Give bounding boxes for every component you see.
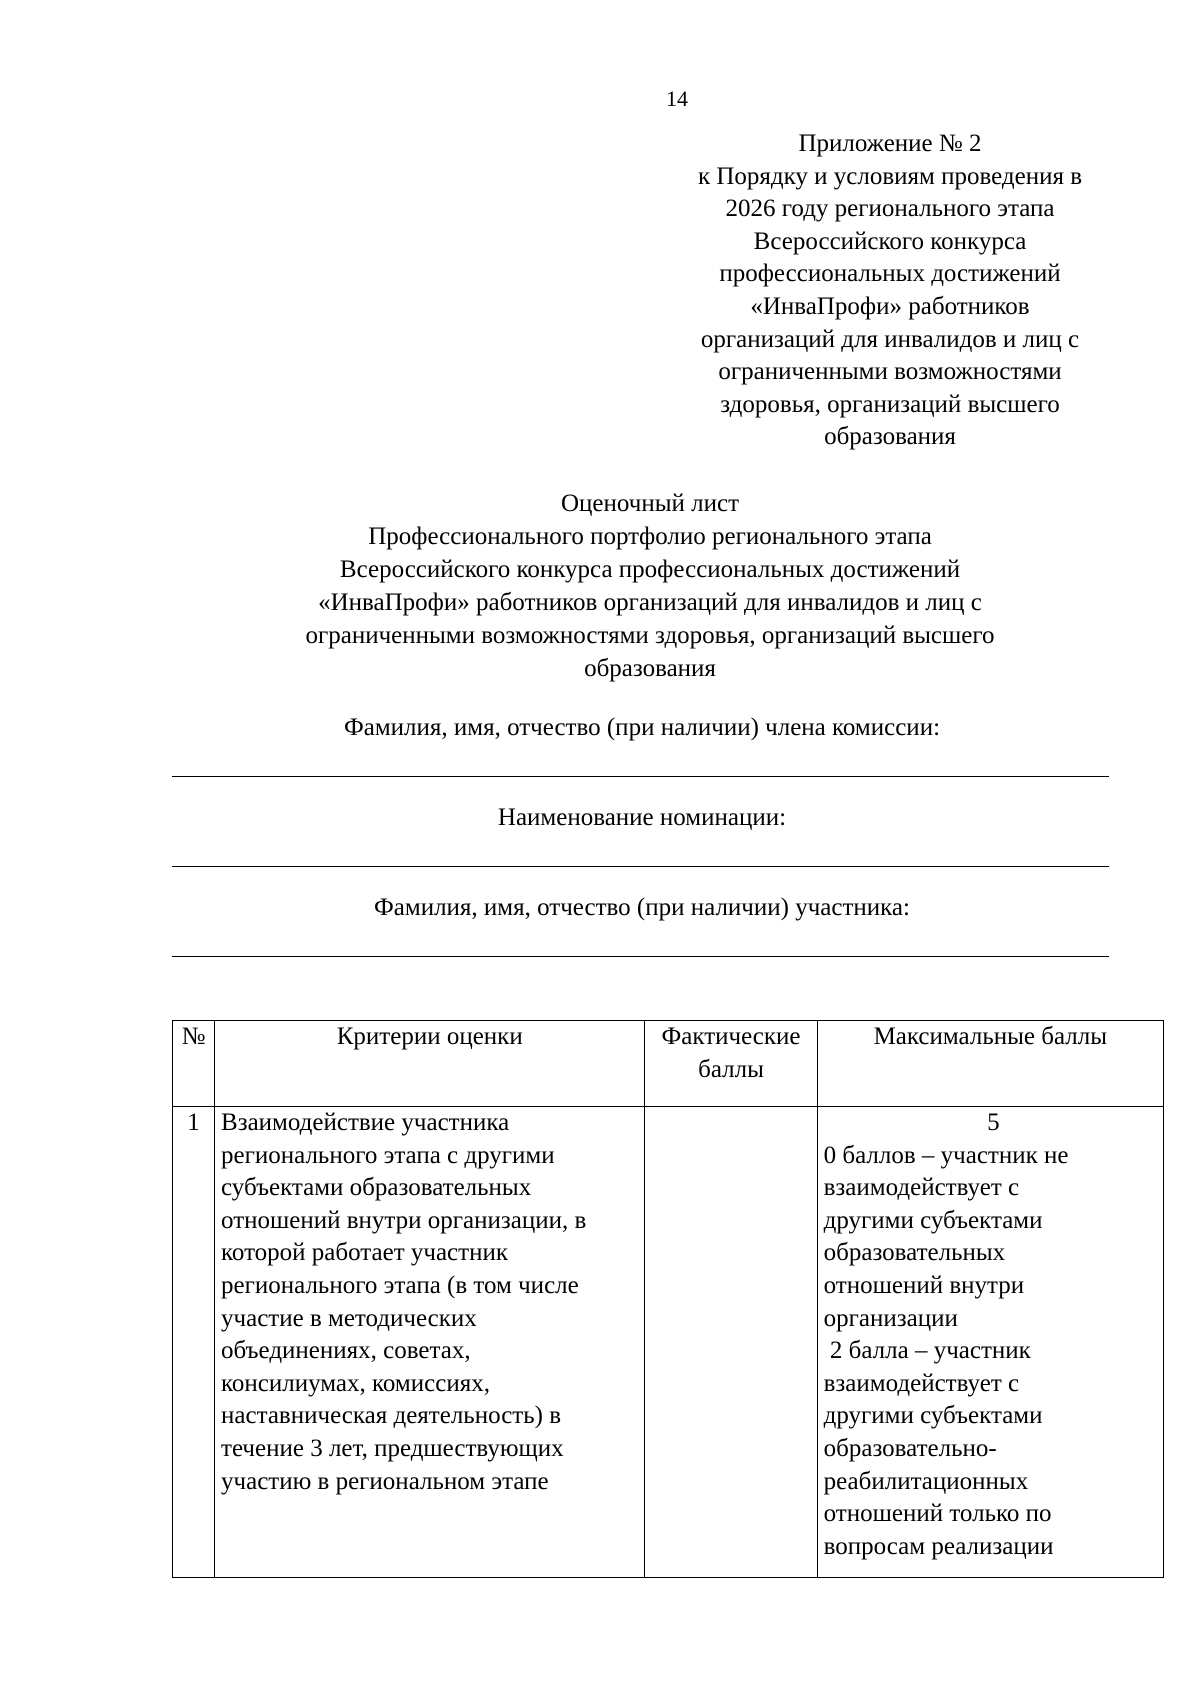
appendix-line: «ИнваПрофи» работников: [750, 292, 1030, 320]
criteria-line: участию в региональном этапе: [221, 1467, 549, 1495]
commission-member-label: Фамилия, имя, отчество (при наличии) члена комиссии:: [343, 714, 941, 741]
header-max-score: Максимальные баллы: [817, 1021, 1163, 1107]
criteria-line: отношений внутри организации, в: [221, 1206, 587, 1234]
header-actual-line: баллы: [698, 1055, 764, 1083]
max-score-line: другими субъектами: [823, 1402, 1043, 1430]
nomination-label: Наименование номинации:: [497, 804, 787, 831]
table-header-row: [173, 1021, 1164, 1107]
criteria-line: регионального этапа с другими: [221, 1141, 555, 1169]
max-score-line: взаимодействует с: [823, 1369, 1020, 1397]
participant-input-line[interactable]: [172, 956, 1109, 957]
criteria-line: участие в методических: [221, 1304, 477, 1332]
page-number: 14: [666, 86, 688, 111]
commission-member-input-line[interactable]: [172, 776, 1109, 777]
header-actual-line: Фактические: [661, 1023, 801, 1050]
criteria-line: регионального этапа (в том числе: [221, 1271, 579, 1299]
header-criteria: Критерии оценки: [215, 1021, 645, 1107]
appendix-line: образования: [824, 423, 956, 451]
title-line: образования: [584, 655, 716, 682]
header-number: №: [173, 1021, 215, 1107]
max-score-line: вопросам реализации: [823, 1532, 1054, 1560]
header-actual-score: [645, 1021, 817, 1107]
appendix-line: к Порядку и условиям проведения в: [697, 162, 1083, 190]
participant-label: Фамилия, имя, отчество (при наличии) участника:: [374, 894, 910, 921]
appendix-line: организаций для инвалидов и лиц с: [700, 325, 1080, 353]
criteria-line: объединениях, советах,: [221, 1337, 471, 1365]
document-title: [230, 487, 1070, 685]
nomination-input-line[interactable]: [172, 866, 1109, 867]
appendix-header: [670, 128, 1110, 454]
appendix-line: профессиональных достижений: [719, 260, 1061, 288]
criteria-line: течение 3 лет, предшествующих: [221, 1434, 564, 1462]
max-score-line: реабилитационных: [823, 1467, 1029, 1495]
max-score-line: 0 баллов – участник не: [823, 1141, 1069, 1169]
appendix-line: Приложение № 2: [798, 130, 982, 157]
max-score-cell: [817, 1107, 1163, 1578]
title-line: Оценочный лист: [560, 490, 739, 517]
appendix-line: ограниченными возможностями: [718, 358, 1062, 386]
max-score-line: 2 балла – участник: [823, 1337, 1031, 1365]
max-score-line: образовательных: [823, 1239, 1006, 1267]
criteria-line: субъектами образовательных: [221, 1174, 532, 1202]
appendix-line: 2026 году регионального этапа: [725, 195, 1055, 223]
table-row: [173, 1107, 1164, 1578]
criteria-line: Взаимодействие участника: [221, 1109, 510, 1136]
row-number: 1: [173, 1107, 215, 1578]
max-score-line: взаимодействует с: [823, 1174, 1020, 1202]
max-score-value: 5: [987, 1109, 1000, 1136]
title-line: Всероссийского конкурса профессиональных достижений: [339, 556, 961, 583]
criteria-cell: [215, 1107, 645, 1578]
title-line: ограниченными возможностями здоровья, организаций высшего: [305, 622, 995, 649]
title-line: «ИнваПрофи» работников организаций для инвалидов и лиц с: [318, 589, 982, 616]
max-score-line: организации: [823, 1304, 958, 1332]
title-line: Профессионального портфолио регионального этапа: [368, 523, 932, 550]
actual-score-cell[interactable]: [645, 1107, 817, 1578]
max-score-line: образовательно-: [823, 1434, 997, 1462]
max-score-line: отношений внутри: [823, 1271, 1025, 1299]
criteria-table: [172, 1020, 1164, 1578]
criteria-line: консилиумах, комиссиях,: [221, 1369, 490, 1397]
criteria-line: наставническая деятельность) в: [221, 1402, 562, 1430]
appendix-line: Всероссийского конкурса: [753, 227, 1027, 255]
max-score-line: отношений только по: [823, 1500, 1052, 1528]
criteria-line: которой работает участник: [221, 1239, 508, 1267]
max-score-line: другими субъектами: [823, 1206, 1043, 1234]
appendix-line: здоровья, организаций высшего: [720, 390, 1060, 418]
